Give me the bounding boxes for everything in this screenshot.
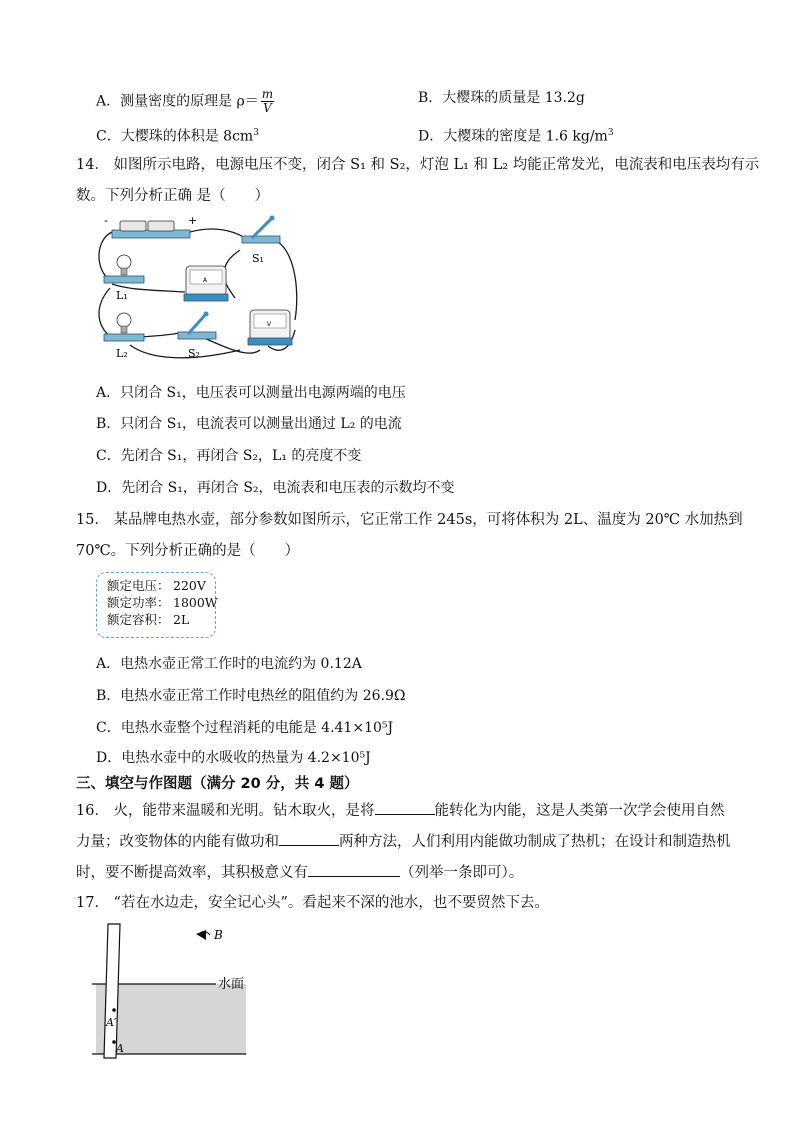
q14-option-c: C．先闭合 S₁，再闭合 S₂，L₁ 的亮度不变 xyxy=(96,448,362,464)
q16-line1-text-b: 能转化为内能，这是人类第一次学会使用自然 xyxy=(434,803,725,819)
q16-line3-text-b: （列举一条即可）。 xyxy=(400,865,524,881)
q16-blank-3[interactable] xyxy=(308,862,400,877)
l1-label: L₁ xyxy=(116,289,128,302)
spec-key: 额定功率： xyxy=(107,595,170,610)
lamp-l2 xyxy=(104,313,144,341)
spec-key: 额定电压： xyxy=(107,578,170,593)
s1-label: S₁ xyxy=(252,252,264,265)
q15-option-c: C．电热水壶整个过程消耗的电能是 4.41×10⁵J xyxy=(96,720,394,736)
q13-option-d-text: D．大樱珠的密度是 1.6 kg/m xyxy=(418,128,608,145)
q16-line2-text-a: 力量；改变物体的内能有做功和 xyxy=(76,834,279,850)
q13-option-b: B．大樱珠的质量是 13.2g xyxy=(418,90,585,106)
q13-option-a xyxy=(96,88,274,115)
voltmeter-label: V xyxy=(267,321,272,328)
q16-blank-2[interactable] xyxy=(279,831,339,846)
q14-stem-line1: 14． 如图所示电路，电源电压不变，闭合 S₁ 和 S₂，灯泡 L₁ 和 L₂ 均能正常发光，电流表和电压表均有示 xyxy=(76,157,760,173)
kettle-spec-box xyxy=(96,572,216,638)
superscript: 3 xyxy=(253,128,259,138)
spec-row-capacity xyxy=(107,611,215,628)
point-a-label: A xyxy=(116,1042,124,1055)
q13-option-c-text: C．大樱珠的体积是 8cm xyxy=(96,128,254,145)
q17-stem: 17． “若在水边走，安全记心头”。看起来不深的池水，也不要贸然下去。 xyxy=(76,895,549,911)
eye-icon xyxy=(196,930,210,940)
q14-stem-line2: 数。下列分析正确⁠ 是（ ） xyxy=(76,188,270,204)
q15-stem-line1: 15． 某品牌电热水壶，部分参数如图所示，它正常工作 245s，可将体积为 2L、温度为 20℃⁠ 水加热到 xyxy=(76,512,743,528)
pool-diagram xyxy=(92,920,264,1060)
switch-s1 xyxy=(242,216,280,244)
spec-row-power xyxy=(107,594,218,611)
q16-line3-text-a: 时，要不断提高效率，其积极意义有 xyxy=(76,865,308,881)
fraction-numerator: m xyxy=(261,87,274,101)
battery-minus-label: - xyxy=(104,214,108,227)
q15-option-b: B．电热水壶正常工作时电热丝的阻值约为 26.9Ω xyxy=(96,688,406,704)
spec-value: 220V xyxy=(173,578,206,593)
switch-s2 xyxy=(178,312,216,340)
lamp-l1 xyxy=(104,255,144,283)
q14-option-b: B．只闭合 S₁，电流表可以测量出通过 L₂ 的电流 xyxy=(96,416,402,432)
q16-line1 xyxy=(76,800,725,821)
q14-option-a: A．只闭合 S₁，电压表可以测量出电源两端的电压 xyxy=(96,385,406,401)
q16-line2 xyxy=(76,831,731,852)
point-a-prime-label: A′ xyxy=(106,1016,117,1029)
l2-label: L₂ xyxy=(116,347,128,360)
q15-stem-line2: 70℃。下列分析正确的是（ ） xyxy=(76,543,300,559)
density-fraction xyxy=(261,88,274,115)
q15-option-d: D．电热水壶中的水吸收的热量为 4.2×10⁵J xyxy=(96,750,371,766)
q16-line2-text-b: 两种方法，人们利用内能做功制成了热机；在设计和制造热机 xyxy=(339,834,731,850)
spec-value: 1800W xyxy=(173,595,218,610)
water-surface-label: 水面 xyxy=(218,977,245,992)
battery-plus-label: + xyxy=(188,214,198,227)
spec-value: 2L xyxy=(173,612,190,627)
q16-line1-text-a: 16． 火，能带来温暖和光明。钻木取火，是将 xyxy=(76,803,375,819)
q13-option-c xyxy=(96,123,259,147)
fraction-denominator: V xyxy=(263,101,272,115)
q16-line3 xyxy=(76,862,523,883)
battery xyxy=(112,221,190,238)
spec-key: 额定容积： xyxy=(107,612,170,627)
point-b-label: B xyxy=(214,928,223,942)
s2-label: S₂ xyxy=(188,347,200,360)
q13-option-a-text: A．测量密度的原理是 ρ＝ xyxy=(96,93,259,110)
spec-row-voltage xyxy=(107,577,215,594)
q14-option-d: D．先闭合 S₁，再闭合 S₂，电流表和电压表的示数均不变 xyxy=(96,480,455,496)
q13-option-d xyxy=(418,123,614,147)
superscript: 3 xyxy=(607,128,614,138)
circuit-diagram xyxy=(90,210,310,370)
section-3-title: 三、填空与作图题（满分 20 分，共 4 题） xyxy=(76,776,359,792)
q15-option-a: A．电热水壶正常工作时的电流约为 0.12A xyxy=(96,656,362,672)
q16-blank-1[interactable] xyxy=(375,800,435,815)
ammeter-label: A xyxy=(203,277,208,284)
